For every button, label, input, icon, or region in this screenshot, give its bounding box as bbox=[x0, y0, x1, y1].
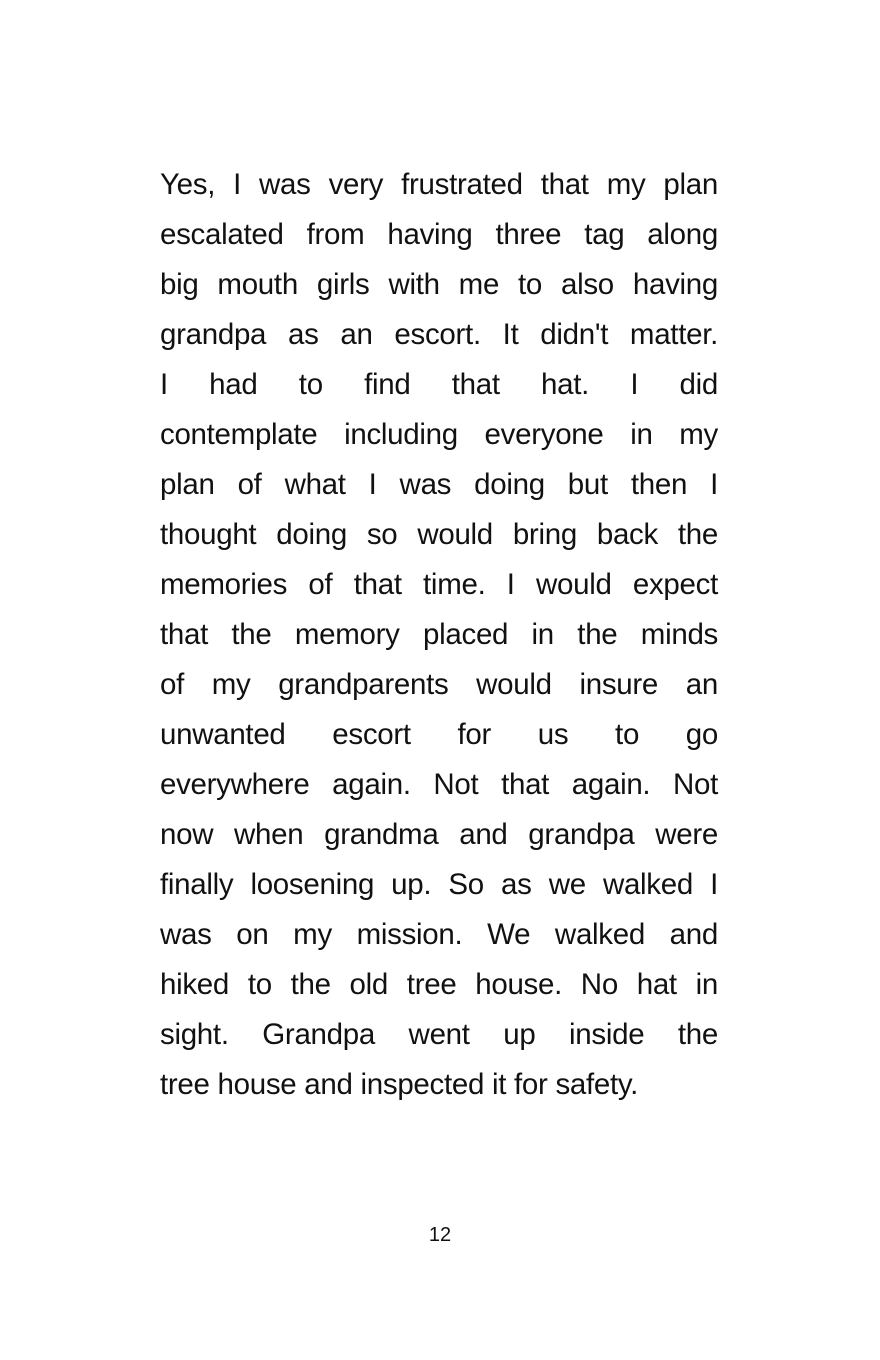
text-line: everywhere again. Not that again. Not bbox=[160, 768, 718, 801]
text-line: hiked to the old tree house. No hat in bbox=[160, 968, 718, 1001]
page-number: 12 bbox=[428, 1224, 452, 1246]
text-line: finally loosening up. So as we walked I bbox=[160, 868, 718, 901]
text-line: Yes, I was very frustrated that my plan bbox=[160, 168, 718, 201]
text-line: contemplate including everyone in my bbox=[160, 418, 718, 451]
text-line: thought doing so would bring back the bbox=[160, 518, 718, 551]
text-line: sight. Grandpa went up inside the bbox=[160, 1018, 718, 1051]
text-line: plan of what I was doing but then I bbox=[160, 468, 718, 501]
text-line: was on my mission. We walked and bbox=[160, 918, 718, 951]
body-text bbox=[160, 160, 718, 1110]
text-line: tree house and inspected it for safety. bbox=[160, 1068, 639, 1101]
text-line: memories of that time. I would expect bbox=[160, 568, 718, 601]
text-line: escalated from having three tag along bbox=[160, 218, 718, 251]
text-line: of my grandparents would insure an bbox=[160, 668, 718, 701]
text-line: big mouth girls with me to also having bbox=[160, 268, 718, 301]
text-line: that the memory placed in the minds bbox=[160, 618, 718, 651]
text-line: I had to find that hat. I did bbox=[160, 368, 718, 401]
text-line: now when grandma and grandpa were bbox=[160, 818, 718, 851]
text-line: unwanted escort for us to go bbox=[160, 718, 718, 751]
text-line: grandpa as an escort. It didn't matter. bbox=[160, 318, 718, 351]
